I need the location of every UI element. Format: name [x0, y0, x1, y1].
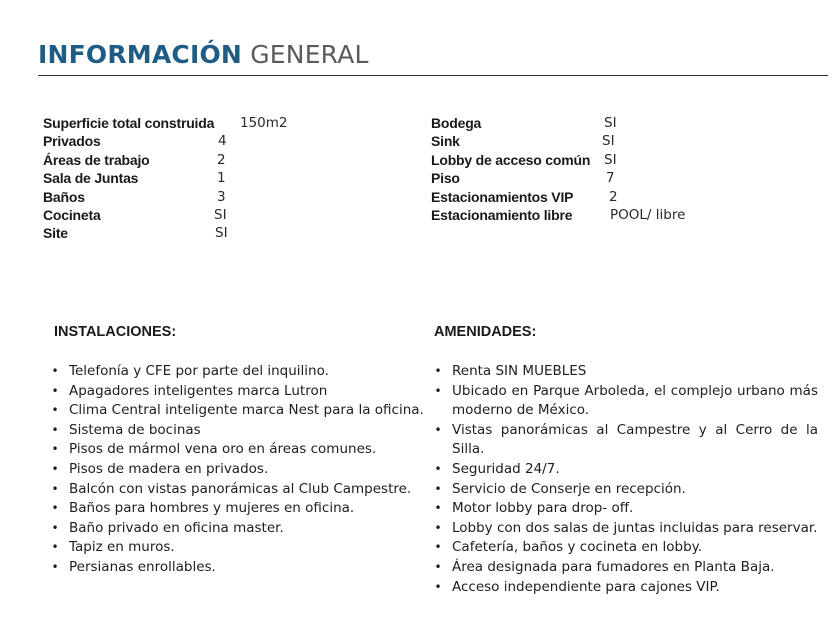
list-item: [433, 480, 818, 500]
spec-row: [431, 206, 731, 224]
list-item: [433, 362, 818, 382]
list-item: [433, 538, 818, 558]
spec-label: Estacionamiento libre: [431, 206, 573, 223]
spec-value: 3: [217, 188, 226, 205]
list-item-text: Baño privado en oficina master.: [69, 519, 284, 536]
list-item: [433, 519, 818, 539]
spec-row: [43, 224, 343, 242]
spec-row: [43, 151, 343, 169]
spec-value: SI: [602, 133, 615, 150]
spec-value: 1: [217, 170, 226, 187]
bullet-icon: •: [51, 501, 59, 516]
page-title-light: GENERAL: [250, 40, 369, 69]
spec-row: [43, 114, 343, 132]
bullet-icon: •: [51, 383, 59, 398]
list-item-text: Baños para hombres y mujeres en oficina.: [69, 500, 355, 517]
spec-row: [43, 169, 343, 187]
list-item-text: Apagadores inteligentes marca Lutron: [69, 382, 328, 399]
list-item: [50, 558, 440, 578]
spec-value: 2: [609, 188, 618, 205]
bullet-icon: •: [434, 559, 442, 574]
list-item: [50, 460, 440, 480]
list-item-text: Pisos de mármol vena oro en áreas comunes.: [69, 441, 377, 458]
bullet-icon: •: [51, 403, 59, 418]
spec-label: Superficie total construida: [43, 115, 215, 131]
list-item-text: Acceso independiente para cajones VIP.: [452, 578, 720, 595]
list-item-text: Cafetería, baños y cocineta en lobby.: [452, 539, 703, 556]
bullet-icon: •: [51, 461, 59, 476]
list-item: [433, 499, 818, 519]
bullet-icon: •: [434, 422, 442, 437]
bullet-icon: •: [434, 579, 442, 594]
list-item: [433, 460, 818, 480]
list-item: [50, 382, 440, 402]
bullet-icon: •: [51, 520, 59, 535]
list-item: [433, 578, 818, 598]
list-item-text: Pisos de madera en privados.: [69, 460, 269, 477]
list-item-text: Tapiz en muros.: [69, 539, 175, 556]
spec-label: Sink: [431, 133, 460, 150]
spec-label: Baños: [43, 188, 85, 205]
page-title-bold: INFORMACIÓN: [38, 40, 243, 69]
spec-label: Estacionamientos VIP: [431, 188, 574, 205]
list-item-text: Ubicado en Parque Arboleda, el complejo urbano más moderno de México.: [452, 382, 818, 419]
spec-label: Cocineta: [43, 206, 101, 223]
instalaciones-list: [50, 362, 440, 578]
list-item-text: Servicio de Conserje en recepción.: [452, 480, 686, 497]
spec-label: Lobby de acceso común: [431, 151, 591, 168]
list-item-text: Lobby con dos salas de juntas incluidas para reservar.: [452, 519, 818, 536]
spec-row: [431, 132, 731, 150]
bullet-icon: •: [434, 481, 442, 496]
bullet-icon: •: [51, 422, 59, 437]
specs-right-list: [431, 114, 731, 224]
list-item: [433, 382, 818, 421]
bullet-icon: •: [51, 559, 59, 574]
list-item-text: Motor lobby para drop- off.: [452, 500, 634, 517]
bullet-icon: •: [434, 540, 442, 555]
list-item-text: Balcón con vistas panorámicas al Club Campestre.: [69, 480, 412, 497]
spec-row: [431, 114, 731, 132]
list-item: [50, 480, 440, 500]
list-item-text: Persianas enrollables.: [69, 558, 216, 575]
spec-label: Bodega: [431, 115, 482, 131]
bullet-icon: •: [51, 540, 59, 555]
bullet-icon: •: [51, 481, 59, 496]
spec-label: Sala de Juntas: [43, 170, 139, 187]
bullet-icon: •: [51, 442, 59, 457]
list-item: [50, 440, 440, 460]
instalaciones-heading: INSTALACIONES:: [54, 324, 177, 340]
list-item: [50, 362, 440, 382]
list-item: [433, 421, 818, 460]
list-item: [50, 421, 440, 441]
spec-row: [43, 206, 343, 224]
bullet-icon: •: [51, 364, 59, 378]
list-item-text: Renta SIN MUEBLES: [452, 363, 587, 379]
spec-row: [431, 188, 731, 206]
list-item-text: Sistema de bocinas: [69, 421, 201, 438]
amenidades-list: [433, 362, 818, 597]
spec-label: Site: [43, 225, 68, 242]
list-item-text: Área designada para fumadores en Planta Baja.: [452, 558, 775, 575]
list-item: [50, 401, 440, 421]
spec-row: [43, 132, 343, 150]
amenidades-heading: AMENIDADES:: [434, 324, 537, 340]
spec-value: SI: [215, 225, 228, 242]
bullet-icon: •: [434, 501, 442, 516]
bullet-icon: •: [434, 520, 442, 535]
page-title: [38, 40, 369, 69]
list-item-text: Vistas panorámicas al Campestre y al Cerro de la Silla.: [452, 421, 818, 458]
spec-value: 7: [606, 170, 615, 187]
spec-value: POOL/ libre: [610, 206, 686, 223]
list-item: [50, 499, 440, 519]
bullet-icon: •: [434, 383, 442, 398]
spec-label: Piso: [431, 170, 460, 187]
list-item-text: Clima Central inteligente marca Nest para la oficina.: [69, 402, 424, 419]
list-item: [50, 538, 440, 558]
spec-value: SI: [604, 115, 617, 131]
title-divider: [38, 75, 828, 76]
spec-value: 2: [217, 151, 226, 168]
spec-label: Privados: [43, 133, 101, 150]
list-item: [433, 558, 818, 578]
spec-value: 150m2: [240, 115, 288, 131]
spec-value: SI: [214, 206, 227, 223]
spec-row: [431, 151, 731, 169]
spec-label: Áreas de trabajo: [43, 151, 150, 168]
spec-row: [43, 188, 343, 206]
spec-value: SI: [604, 151, 617, 168]
list-item-text: Seguridad 24/7.: [452, 460, 560, 477]
bullet-icon: •: [434, 461, 442, 476]
list-item: [50, 519, 440, 539]
bullet-icon: •: [434, 364, 442, 378]
spec-row: [431, 169, 731, 187]
specs-left-list: [43, 114, 343, 243]
list-item-text: Telefonía y CFE por parte del inquilino.: [69, 363, 329, 379]
spec-value: 4: [218, 133, 227, 150]
